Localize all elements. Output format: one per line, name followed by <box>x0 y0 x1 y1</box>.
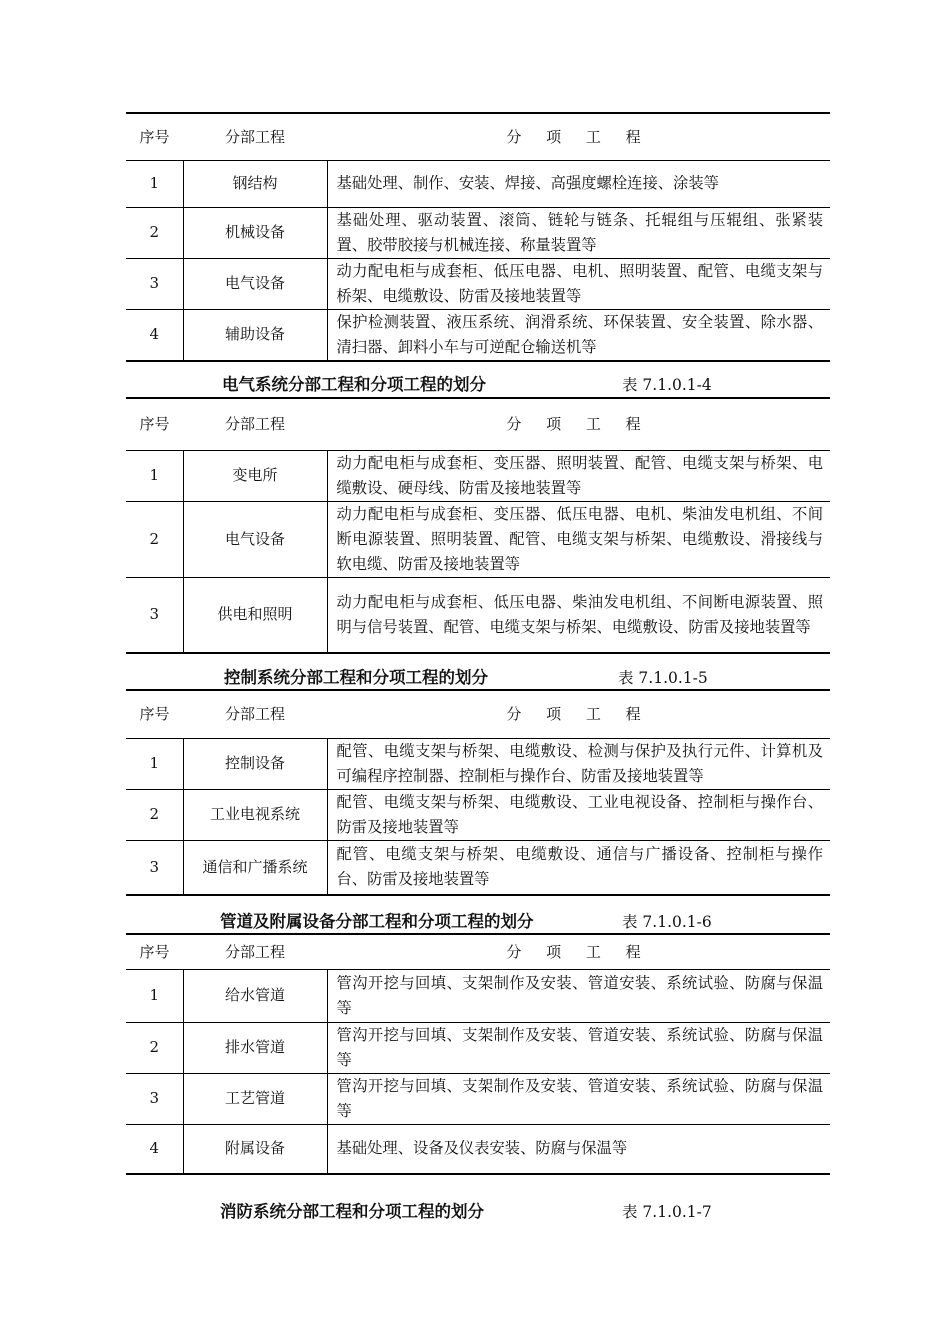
header-items: 分 项 工 程 <box>327 934 830 969</box>
row-division: 工业电视系统 <box>183 789 327 840</box>
row-items: 管沟开挖与回填、支架制作及安装、管道安装、系统试验、防腐与保温等 <box>327 969 830 1022</box>
header-items: 分 项 工 程 <box>327 398 830 450</box>
header-items: 分 项 工 程 <box>327 690 830 738</box>
row-items: 动力配电柜与成套柜、低压电器、柴油发电机组、不间断电源装置、照明与信号装置、配管、电缆支架与桥架、电缆敷设、防雷及接地装置等 <box>327 577 830 653</box>
row-number: 1 <box>149 174 160 192</box>
row-items: 基础处理、设备及仪表安装、防腐与保温等 <box>327 1124 830 1174</box>
caption-title: 管道及附属设备分部工程和分项工程的划分 <box>220 912 534 931</box>
table-row <box>126 160 830 207</box>
row-number: 3 <box>126 258 183 309</box>
row-items: 基础处理、制作、安装、焊接、高强度螺栓连接、涂装等 <box>327 160 830 207</box>
header-division: 分部工程 <box>183 113 327 160</box>
header-seq: 序号 <box>126 690 183 738</box>
table-row <box>126 501 830 577</box>
table-row <box>126 738 830 789</box>
table-row <box>126 450 830 501</box>
row-items: 管沟开挖与回填、支架制作及安装、管道安装、系统试验、防腐与保温等 <box>327 1073 830 1124</box>
table-caption <box>126 666 830 690</box>
table-caption <box>126 910 830 934</box>
caption-number: 表 7.1.0.1-4 <box>622 376 712 394</box>
row-items: 管沟开挖与回填、支架制作及安装、管道安装、系统试验、防腐与保温等 <box>327 1022 830 1073</box>
row-number: 4 <box>126 1124 183 1174</box>
row-division: 变电所 <box>183 450 327 501</box>
row-number: 1 <box>149 986 160 1004</box>
header-seq: 序号 <box>126 113 183 160</box>
table-row <box>126 1073 830 1124</box>
row-division: 机械设备 <box>183 207 327 258</box>
header-seq: 序号 <box>126 934 183 969</box>
row-division: 供电和照明 <box>183 577 327 653</box>
caption-title: 消防系统分部工程和分项工程的划分 <box>220 1202 484 1221</box>
row-number: 4 <box>126 309 183 361</box>
row-number: 2 <box>126 1022 183 1073</box>
table-row <box>126 577 830 653</box>
table-row <box>126 789 830 840</box>
caption-number: 表 7.1.0.1-7 <box>622 1203 712 1221</box>
table-4 <box>126 933 830 1175</box>
table-row <box>126 840 830 895</box>
table-caption <box>126 1200 830 1224</box>
row-number: 2 <box>126 789 183 840</box>
row-items: 动力配电柜与成套柜、低压电器、电机、照明装置、配管、电缆支架与桥架、电缆敷设、防雷及接地装置等 <box>327 258 830 309</box>
row-items: 动力配电柜与成套柜、变压器、照明装置、配管、电缆支架与桥架、电缆敷设、硬母线、防雷及接地装置等 <box>327 450 830 501</box>
row-division: 给水管道 <box>183 969 327 1022</box>
row-division: 控制设备 <box>183 738 327 789</box>
row-division: 排水管道 <box>183 1022 327 1073</box>
row-division: 附属设备 <box>183 1124 327 1174</box>
row-division: 辅助设备 <box>183 309 327 361</box>
header-division: 分部工程 <box>183 690 327 738</box>
caption-number: 表 7.1.0.1-5 <box>618 669 708 687</box>
row-items: 配管、电缆支架与桥架、电缆敷设、检测与保护及执行元件、计算机及可编程序控制器、控制柜与操作台、防雷及接地装置等 <box>327 738 830 789</box>
row-division: 通信和广播系统 <box>183 840 327 895</box>
table-2 <box>126 397 830 654</box>
row-division: 电气设备 <box>183 501 327 577</box>
table-1 <box>126 112 830 362</box>
row-items: 配管、电缆支架与桥架、电缆敷设、通信与广播设备、控制柜与操作台、防雷及接地装置等 <box>327 840 830 895</box>
caption-title: 控制系统分部工程和分项工程的划分 <box>224 668 488 687</box>
row-number: 1 <box>149 466 160 484</box>
row-number: 3 <box>126 1073 183 1124</box>
row-number: 2 <box>126 207 183 258</box>
table-row <box>126 258 830 309</box>
table-row <box>126 1124 830 1174</box>
row-number: 2 <box>126 501 183 577</box>
row-number: 1 <box>149 754 160 772</box>
table-row <box>126 969 830 1022</box>
caption-title: 电气系统分部工程和分项工程的划分 <box>222 375 486 394</box>
table-3 <box>126 689 830 896</box>
table-row <box>126 207 830 258</box>
row-number: 3 <box>126 840 183 895</box>
row-division: 电气设备 <box>183 258 327 309</box>
header-items: 分 项 工 程 <box>327 113 830 160</box>
table-row <box>126 309 830 361</box>
row-number: 3 <box>126 577 183 653</box>
header-division: 分部工程 <box>183 398 327 450</box>
row-items: 配管、电缆支架与桥架、电缆敷设、工业电视设备、控制柜与操作台、防雷及接地装置等 <box>327 789 830 840</box>
row-items: 保护检测装置、液压系统、润滑系统、环保装置、安全装置、除水器、清扫器、卸料小车与可逆配仓输送机等 <box>327 309 830 361</box>
row-items: 动力配电柜与成套柜、变压器、低压电器、电机、柴油发电机组、不间断电源装置、照明装置、配管、电缆支架与桥架、电缆敷设、滑接线与软电缆、防雷及接地装置等 <box>327 501 830 577</box>
table-caption <box>126 373 830 397</box>
row-division: 钢结构 <box>183 160 327 207</box>
row-items: 基础处理、驱动装置、滚筒、链轮与链条、托辊组与压辊组、张紧装置、胶带胶接与机械连接、称量装置等 <box>327 207 830 258</box>
header-seq: 序号 <box>126 398 183 450</box>
caption-number: 表 7.1.0.1-6 <box>622 913 712 931</box>
header-division: 分部工程 <box>183 934 327 969</box>
table-row <box>126 1022 830 1073</box>
row-division: 工艺管道 <box>183 1073 327 1124</box>
